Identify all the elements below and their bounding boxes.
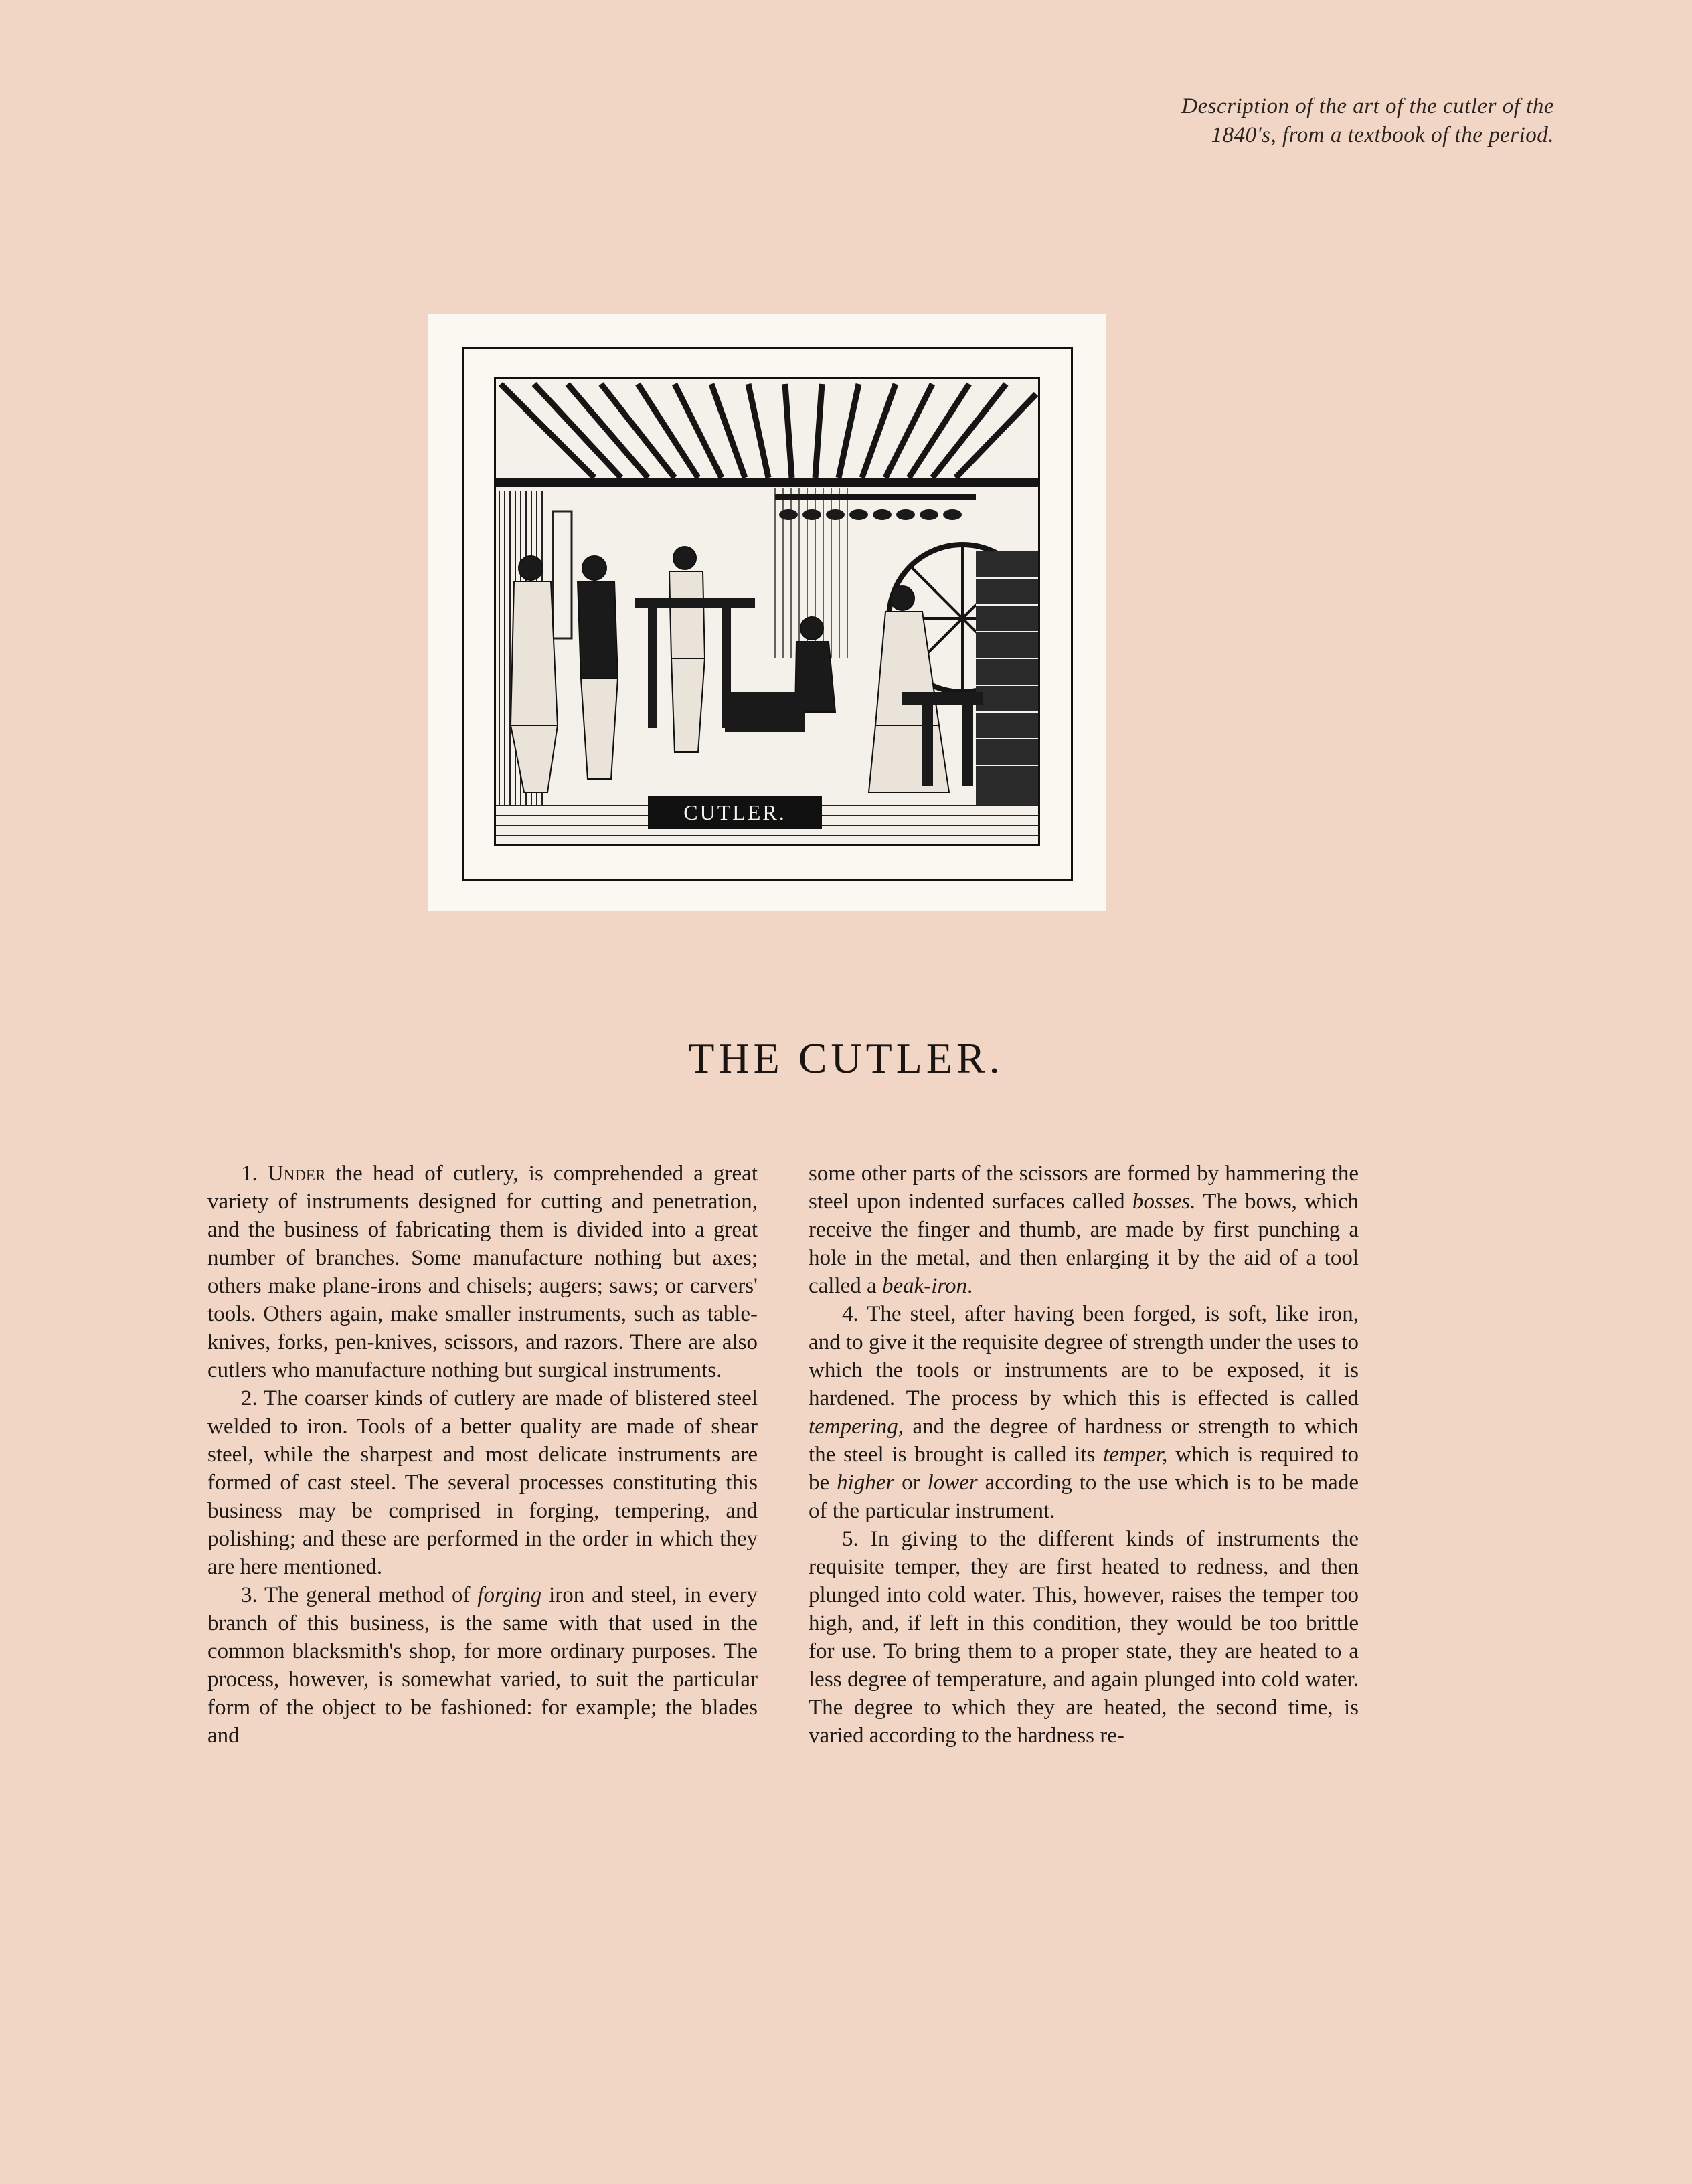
cutler-workshop-engraving [494,377,1040,846]
paragraph-3-text-b: iron and steel, in every branch of this business, is the same with that used in the common blacksmith's shop, for more ordinary purposes. The process, however, is somewhat varied, to suit the particular form of the object to be fashioned: for example; the blades and [207,1583,758,1748]
paragraph-4 [809,1300,1359,1525]
paragraph-4-temper: temper, [1103,1443,1168,1467]
paragraph-4-lower: lower [927,1471,978,1495]
caption-line-1: Description of the art of the cutler of the [1181,94,1554,118]
paragraph-4-text-b: and the degree of hardness or strength to which the steel is brought is called its [809,1415,1359,1467]
paragraph-4-text-e: according to the use which is to be made of the particular instrument. [809,1471,1359,1523]
paragraph-3-continued [809,1160,1359,1300]
illustration-plate [428,314,1106,911]
paragraph-4-text-c: which is required to be [809,1443,1359,1495]
text-column-right [809,1160,1359,1750]
page-caption [1045,92,1554,150]
paragraph-3c-bosses: bosses. [1132,1190,1196,1214]
paragraph-3c-text-a: some other parts of the scissors are formed by hammering the steel upon indented surfaces called [809,1162,1359,1214]
paragraph-3c-text-b: The bows, which receive the finger and thumb, are made by first punching a hole in the metal, and then enlarging it by the aid of a tool called a [809,1190,1359,1298]
paragraph-4-tempering: tempering, [809,1415,904,1439]
paragraph-1-number: 1. [241,1162,258,1186]
text-column-left [207,1160,758,1750]
paragraph-4-text-d: or [894,1471,928,1495]
paragraph-4-higher: higher [837,1471,895,1495]
paragraph-1-text: the head of cutlery, is comprehended a great variety of instruments designed for cutting and penetration, and the business of fabricating them is divided into a great number of branches. Some manufacture nothing but axes; others make plane-irons and chisels; augers; saws; or carvers' tools. Others again, make smaller instruments, such as table-knives, forks, pen-knives, scissors, and razors. There are also cutlers who manufacture nothing but surgical instruments. [207,1162,758,1382]
plate-label: CUTLER. [683,800,786,824]
paragraph-5: 5. In giving to the different kinds of instruments the requisite temper, they are first heated to redness, and then plunged into cold water. This, however, raises the temper too high, and, if left in this condition, they would be too brittle for use. To bring them to a proper state, they are heated to a less degree of temperature, and again plunged into cold water. The degree to which they are heated, the second time, is varied according to the hardness re- [809,1527,1359,1748]
caption-line-2: 1840's, from a textbook of the period. [1211,123,1554,147]
paragraph-3-text-a: 3. The general method of [241,1583,478,1607]
paragraph-1 [207,1160,758,1384]
paragraph-2: 2. The coarser kinds of cutlery are made of blistered steel welded to iron. Tools of a better quality are made of shear steel, while the sharpest and most delicate instruments are formed of cast steel. The several processes constituting this business may be comprised in forging, tempering, and polishing; and these are performed in the order in which they are here mentioned. [207,1386,758,1579]
paragraph-4-text-a: 4. The steel, after having been forged, is soft, like iron, and to give it the requisite degree of strength under the uses to which the tools or instruments are to be exposed, it is hardened. The process by which this is effected is called [809,1302,1359,1410]
paragraph-3c-beak-iron: beak-iron [881,1274,968,1298]
page-title: THE CUTLER. [688,1034,1004,1082]
paragraph-3c-end: . [967,1274,973,1298]
paragraph-3-forging: forging [477,1583,542,1607]
paragraph-3 [207,1581,758,1750]
paragraph-1-lead-word: Under [267,1162,326,1186]
